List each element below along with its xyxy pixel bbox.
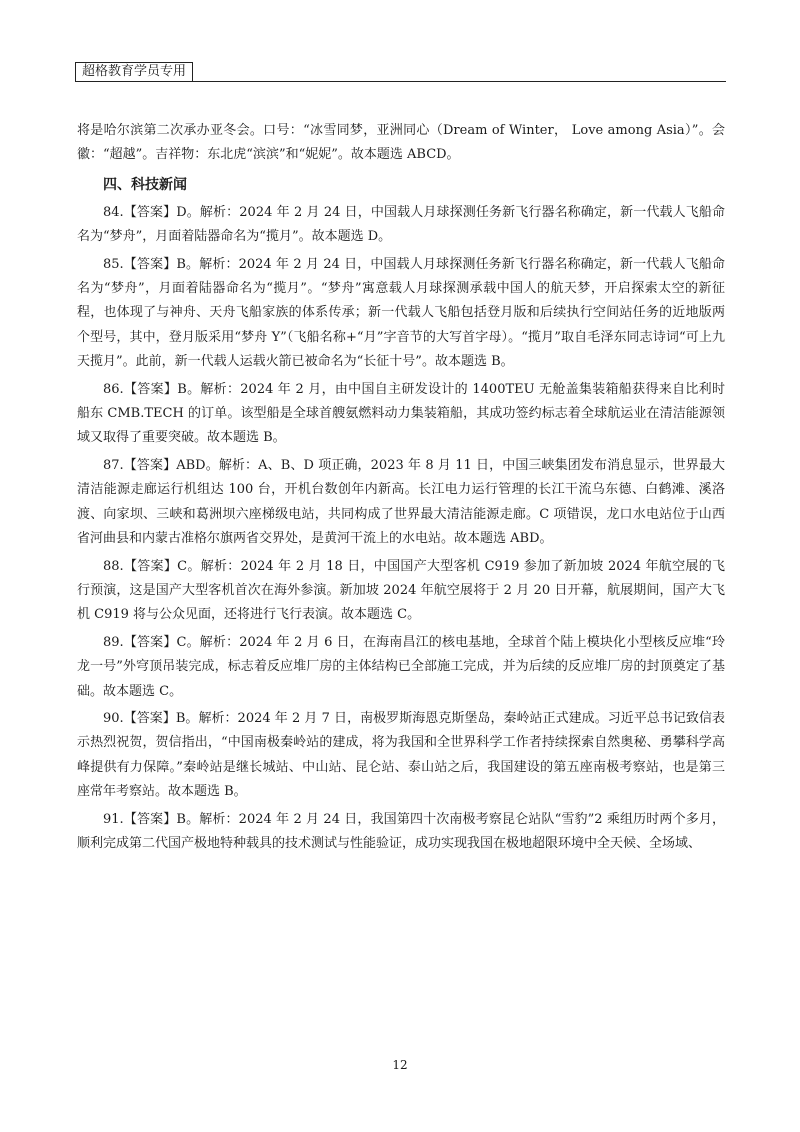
answer-86: 86.【答案】B。解析：2024 年 2 月，由中国自主研发设计的 1400TEU 无舱盖集装箱船获得来自比利时船东 CMB.TECH 的订单。该型船是全球首艘氨燃料动力集装箱船，其成功签约标志着全球航运业在清洁能源领域又取得了重要突破。故本题选 B。 bbox=[77, 381, 725, 446]
answer-87: 87.【答案】ABD。解析：A、B、D 项正确，2023 年 8 月 11 日，中国三峡集团发布消息显示，世界最大清洁能源走廊运行机组达 100 台，开机台数创年内新高。长江电力运行管理的长江干流乌东德、白鹤滩、溪洛渡、向家坝、三峡和葛洲坝六座梯级电站，共同构成了世界最大清洁能源走廊。C 项错误，龙口水电站位于山西省河曲县和内蒙古准格尔旗两省交界处，是黄河干流上的水电站。故本题选 ABD。 bbox=[77, 457, 725, 547]
answer-84: 84.【答案】D。解析：2024 年 2 月 24 日，中国载人月球探测任务新飞行器名称确定，新一代载人飞船命名为“梦舟”，月面着陆器命名为“揽月”。故本题选 D。 bbox=[77, 204, 725, 245]
header-divider bbox=[75, 81, 726, 82]
document-body bbox=[77, 119, 725, 859]
answer-90: 90.【答案】B。解析：2024 年 2 月 7 日，南极罗斯海恩克斯堡岛，秦岭站正式建成。习近平总书记致信表示热烈祝贺，贺信指出，“中国南极秦岭站的建成，将为我国和全世界科学工作者持续探索自然奥秘、勇攀科学高峰提供有力保障。”秦岭站是继长城站、中山站、昆仑站、泰山站之后，我国建设的第五座南极考察站，也是第三座常年考察站。故本题选 B。 bbox=[77, 710, 725, 800]
page-number: 12 bbox=[392, 1058, 408, 1072]
section-title: 四、科技新闻 bbox=[103, 176, 187, 193]
header-label: 超格教育学员专用 bbox=[75, 62, 193, 82]
answer-88: 88.【答案】C。解析：2024 年 2 月 18 日，中国国产大型客机 C919 参加了新加坡 2024 年航空展的飞行预演，这是国产大型客机首次在海外参演。新加坡 2024 年航空展将于 2 月 20 日开幕，航展期间，国产大飞机 C919 将与公众见面，还将进行飞行表演。故本题选 C。 bbox=[77, 558, 725, 623]
answer-85: 85.【答案】B。解析：2024 年 2 月 24 日，中国载人月球探测任务新飞行器名称确定，新一代载人飞船命名为“梦舟”，月面着陆器命名为“揽月”。“梦舟”寓意载人月球探测承载中国人的航天梦，开启探索太空的新征程，也体现了与神舟、天舟飞船家族的体系传承；新一代载人飞船包括登月版和后续执行空间站任务的近地版两个型号，其中，登月版采用“梦舟 Y”（飞船名称+“月”字音节的大写首字母）。“揽月”取自毛泽东同志诗词“可上九天揽月”。此前，新一代载人运载火箭已被命名为“长征十号”。故本题选 B。 bbox=[77, 256, 725, 370]
answer-91: 91.【答案】B。解析：2024 年 2 月 24 日，我国第四十次南极考察昆仑站队“雪豹”2 乘组历时两个多月，顺利完成第二代国产极地特种载具的技术测试与性能验证，成功实现我国在极地超限环境中全天候、全场域、 bbox=[77, 811, 725, 851]
answer-89: 89.【答案】C。解析：2024 年 2 月 6 日，在海南昌江的核电基地，全球首个陆上模块化小型核反应堆“玲龙一号”外穹顶吊装完成，标志着反应堆厂房的主体结构已全部施工完成，并为后续的反应堆厂房的封顶奠定了基础。故本题选 C。 bbox=[77, 634, 725, 699]
intro-paragraph: 将是哈尔滨第二次承办亚冬会。口号：“冰雪同梦，亚洲同心（Dream of Winter， Love among Asia）”。会徽：“超越”。吉祥物：东北虎“滨滨”和“妮妮”。故本题选 ABCD。 bbox=[77, 123, 725, 163]
